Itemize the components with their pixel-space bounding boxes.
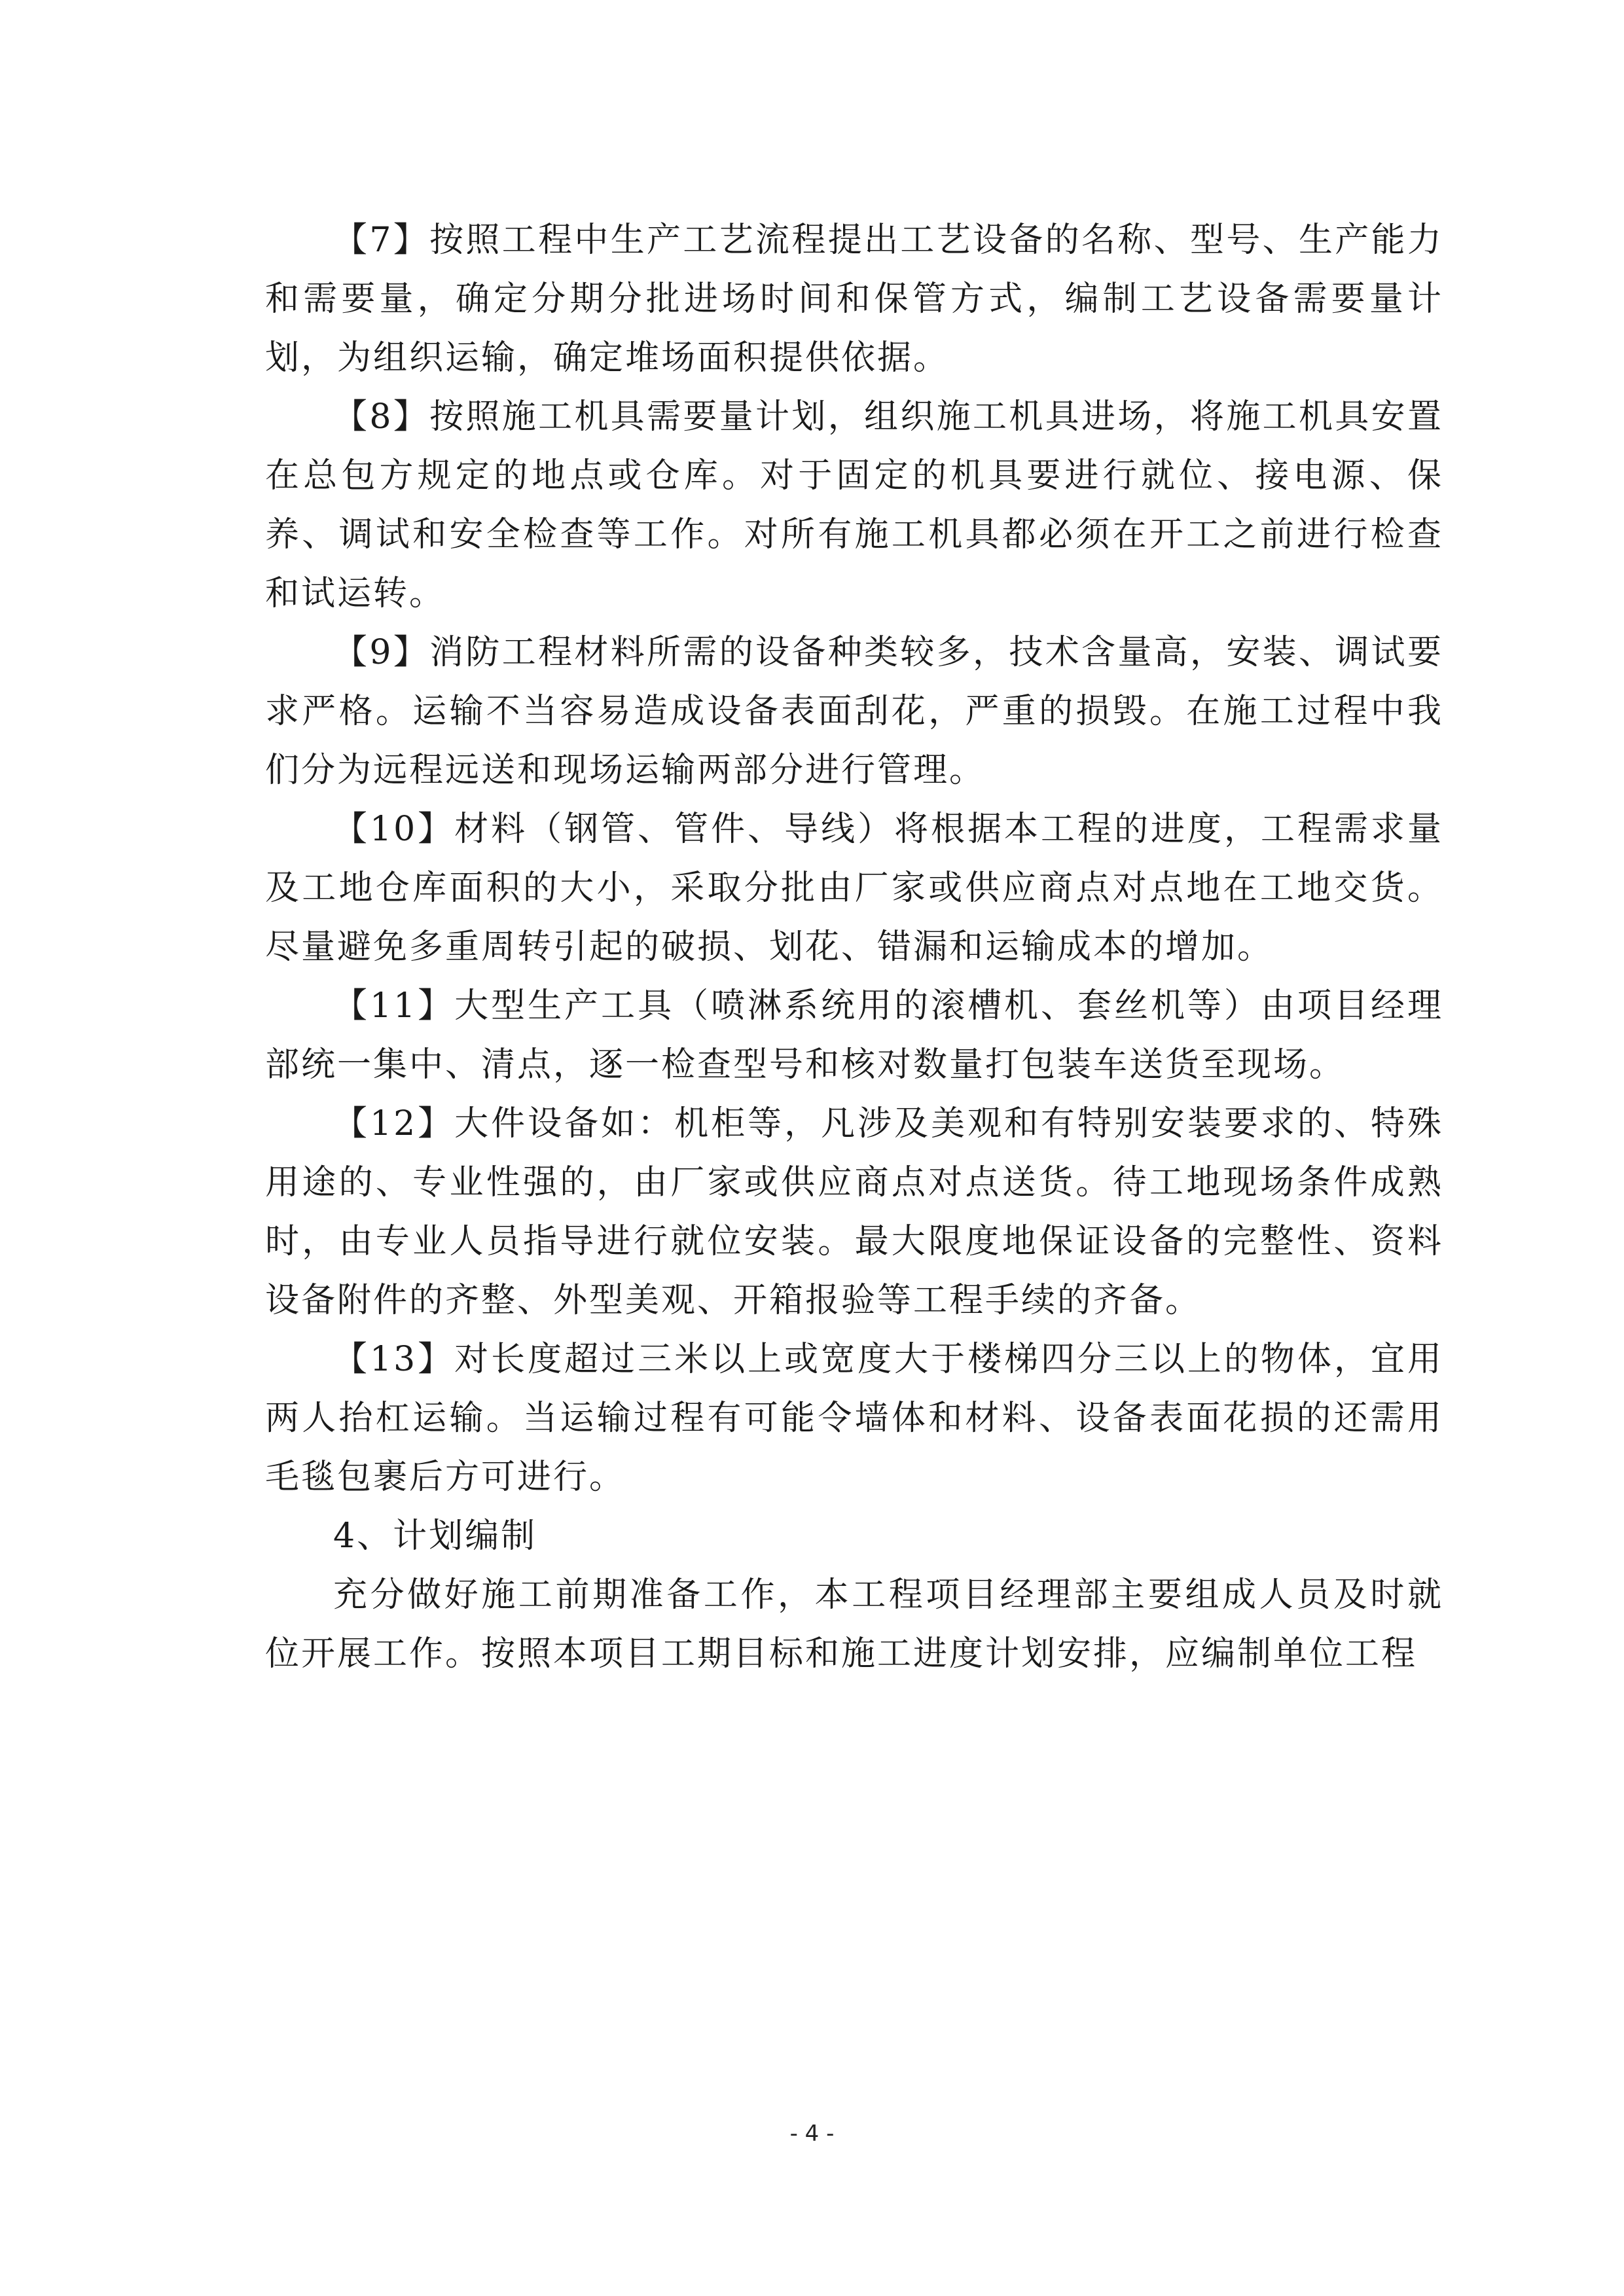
paragraph-item-12: 【12】大件设备如：机柜等，凡涉及美观和有特别安装要求的、特殊用途的、专业性强的，由厂家或供应商点对点送货。待工地现场条件成熟时，由专业人员指导进行就位安装。最大限度地保证设备的完整性、资料设备附件的齐整、外型美观、开箱报验等工程手续的齐备。 <box>265 1104 1443 1320</box>
paragraph-item-9: 【9】消防工程材料所需的设备种类较多，技术含量高，安装、调试要求严格。运输不当容易造成设备表面刮花，严重的损毁。在施工过程中我们分为远程远送和现场运输两部分进行管理。 <box>265 633 1443 790</box>
section-heading: 4、计划编制 <box>333 1516 537 1556</box>
page-body <box>265 211 1443 1683</box>
paragraph-item-10: 【10】材料（钢管、管件、导线）将根据本工程的进度，工程需求量及工地仓库面积的大小，采取分批由厂家或供应商点对点地在工地交货。尽量避免多重周转引起的破损、划花、错漏和运输成本的增加。 <box>265 810 1443 967</box>
paragraph-item-13: 【13】对长度超过三米以上或宽度大于楼梯四分三以上的物体，宜用两人抬杠运输。当运输过程有可能令墙体和材料、设备表面花损的还需用毛毯包裹后方可进行。 <box>265 1340 1443 1497</box>
paragraph-item-7: 【7】按照工程中生产工艺流程提出工艺设备的名称、型号、生产能力和需要量，确定分期分批进场时间和保管方式，编制工艺设备需要量计划，为组织运输，确定堆场面积提供依据。 <box>265 221 1443 378</box>
paragraph-item-11: 【11】大型生产工具（喷淋系统用的滚槽机、套丝机等）由项目经理部统一集中、清点，逐一检查型号和核对数量打包装车送货至现场。 <box>265 986 1443 1085</box>
page-number: - 4 - <box>789 2121 835 2147</box>
final-paragraph: 充分做好施工前期准备工作，本工程项目经理部主要组成人员及时就位开展工作。按照本项目工期目标和施工进度计划安排，应编制单位工程 <box>265 1575 1443 1674</box>
paragraph-item-8: 【8】按照施工机具需要量计划，组织施工机具进场，将施工机具安置在总包方规定的地点或仓库。对于固定的机具要进行就位、接电源、保养、调试和安全检查等工作。对所有施工机具都必须在开工之前进行检查和试运转。 <box>265 397 1443 613</box>
